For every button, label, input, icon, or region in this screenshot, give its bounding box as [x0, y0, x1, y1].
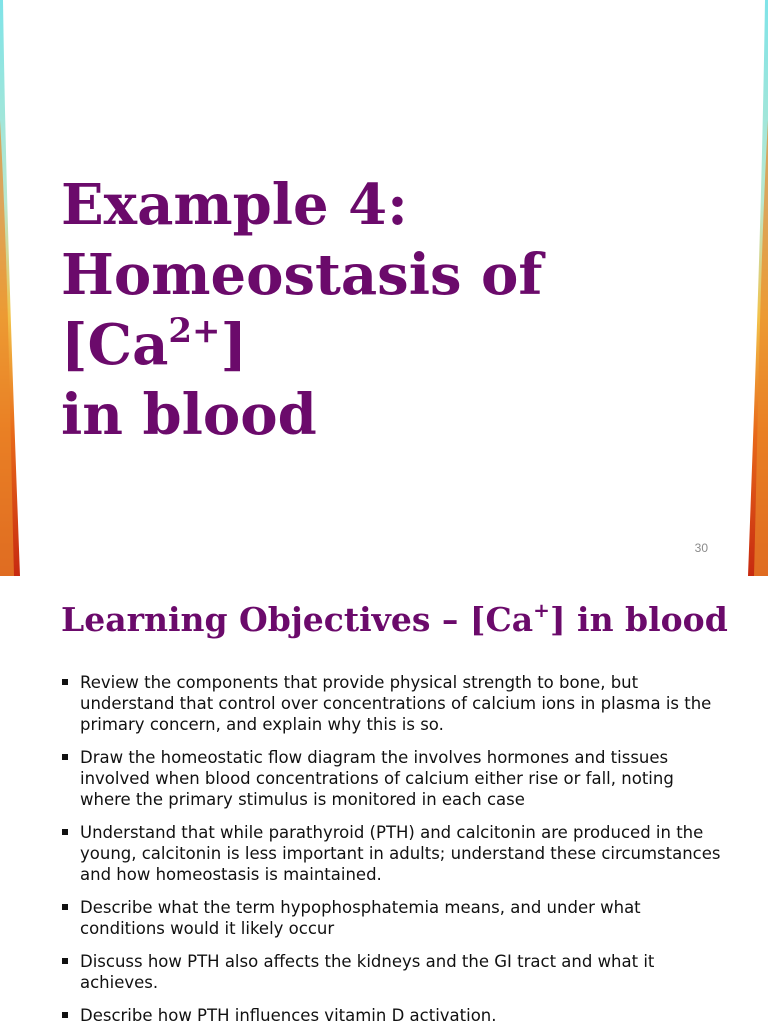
square-bullet-icon [62, 829, 68, 835]
slide-number: 30 [694, 541, 708, 555]
objective-text: Discuss how PTH also affects the kidneys and the GI tract and what it achieves. [80, 952, 655, 992]
slide-title [61, 170, 721, 450]
objective-text: Describe how PTH influences vitamin D activation. [80, 1006, 497, 1024]
decorative-right-edge [746, 0, 768, 576]
title-line-2-close: ] [220, 312, 248, 378]
objective-item [62, 1005, 722, 1024]
square-bullet-icon [62, 904, 68, 910]
title-line-1: Example 4: [61, 172, 408, 238]
objectives-title-tail: ] in blood [549, 600, 728, 639]
objective-item [62, 822, 722, 885]
objective-text: Review the components that provide physical strength to bone, but understand that control over concentrations of calcium ions in plasma is the primary concern, and explain why this is so. [80, 673, 712, 734]
objectives-title-superscript: + [533, 598, 550, 622]
objectives-title [61, 598, 728, 642]
square-bullet-icon [62, 679, 68, 685]
objective-item [62, 897, 722, 939]
square-bullet-icon [62, 958, 68, 964]
decorative-left-edge [0, 0, 22, 576]
objective-item [62, 951, 722, 993]
objective-text: Understand that while parathyroid (PTH) and calcitonin are produced in the young, calcitonin is less important in adults; understand these circumstances and how homeostasis is maintained. [80, 823, 721, 884]
objective-item [62, 672, 722, 735]
objective-item [62, 747, 722, 810]
square-bullet-icon [62, 1012, 68, 1018]
objective-text: Describe what the term hypophosphatemia means, and under what conditions would it likely occur [80, 898, 641, 938]
objectives-list [62, 672, 722, 1024]
objective-text: Draw the homeostatic flow diagram the involves hormones and tissues involved when blood concentrations of calcium either rise or fall, noting where the primary stimulus is monitored in each case [80, 748, 674, 809]
title-line-2-text: Homeostasis of [Ca [61, 242, 543, 378]
slide-learning-objectives [0, 576, 768, 1024]
objectives-title-text: Learning Objectives – [Ca [61, 600, 534, 639]
title-superscript: 2+ [168, 311, 221, 351]
title-line-3: in blood [61, 382, 317, 448]
square-bullet-icon [62, 754, 68, 760]
